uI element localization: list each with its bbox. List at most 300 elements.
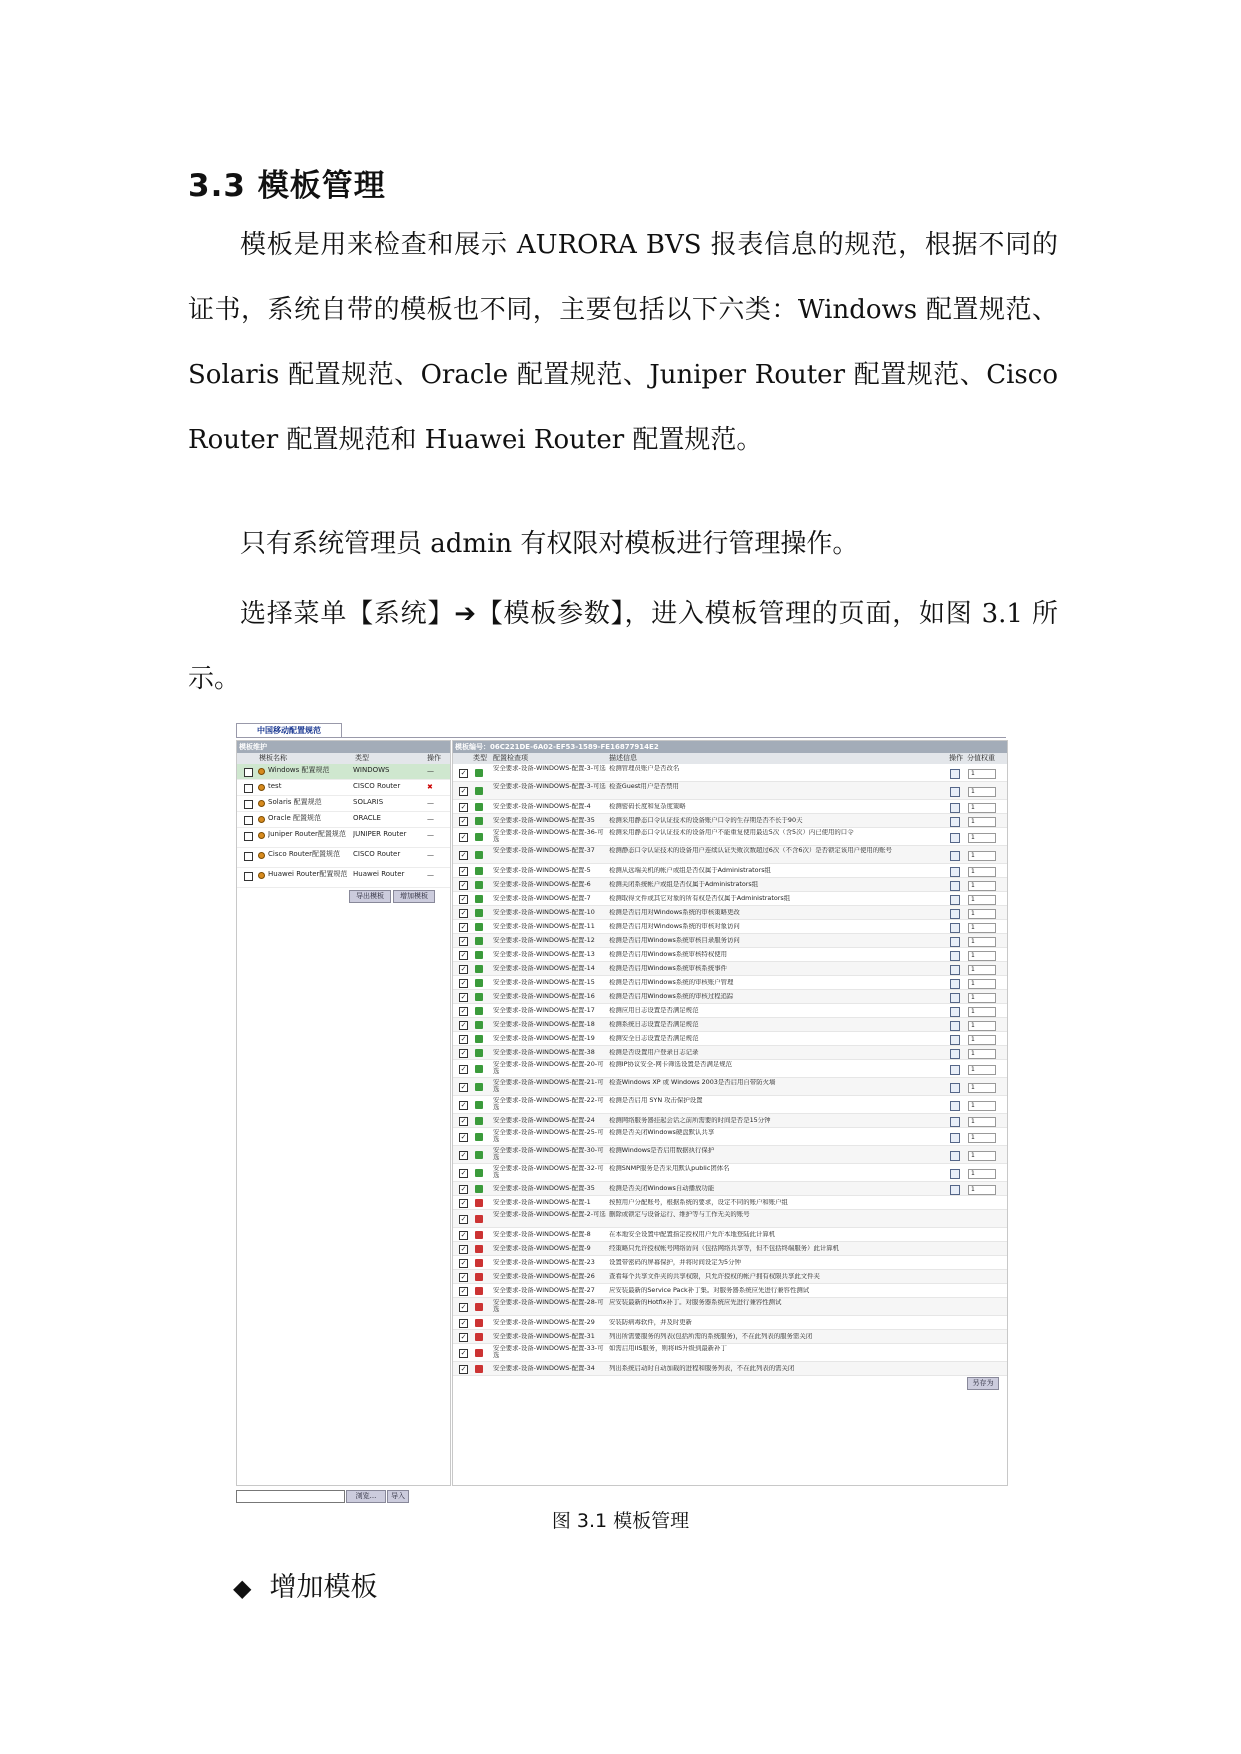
template-name[interactable]: Windows 配置规范	[268, 766, 330, 774]
item-checkbox[interactable]: ✓	[460, 1349, 467, 1357]
check-item-row	[453, 1256, 1007, 1270]
check-item-row	[453, 1146, 1007, 1164]
template-type: CISCO Router	[353, 782, 401, 790]
template-name[interactable]: Huawei Router配置规范	[268, 870, 348, 878]
menu-paragraph: 选择菜单【系统】➔【模板参数】，进入模板管理的页面，如图 3.1 所示。	[188, 599, 1058, 694]
score-input[interactable]: 1	[968, 769, 996, 779]
item-checkbox[interactable]: ✓	[460, 1151, 467, 1159]
check-item-name: 安全要求-设备-WINDOWS-配置-37	[493, 847, 595, 854]
right-column-header	[453, 753, 1007, 764]
item-checkbox[interactable]: ✓	[460, 1199, 467, 1207]
edit-icon[interactable]	[950, 833, 960, 843]
edit-icon[interactable]	[950, 909, 960, 919]
row-checkbox[interactable]	[244, 872, 253, 881]
check-item-row	[453, 934, 1007, 948]
bullet-add-template	[233, 1565, 377, 1604]
score-input[interactable]: 1	[968, 1185, 996, 1195]
edit-icon[interactable]	[950, 817, 960, 827]
template-type: CISCO Router	[353, 850, 401, 858]
check-item-row	[453, 1018, 1007, 1032]
check-item-name: 安全要求-设备-WINDOWS-配置-16	[493, 993, 595, 1000]
row-checkbox[interactable]	[244, 768, 253, 777]
item-checkbox[interactable]: ✓	[460, 951, 467, 959]
template-op: —	[427, 815, 434, 823]
score-input[interactable]: 1	[968, 1035, 996, 1045]
check-item-name: 安全要求-设备-WINDOWS-配置-29	[493, 1319, 595, 1326]
check-item-description: 检测从远端关机的帐户或组是否仅属于Administrators组	[609, 867, 771, 874]
enabled-icon	[475, 1021, 483, 1029]
check-item-description: 检测是否关闭Windows自动播放功能	[609, 1185, 715, 1192]
check-item-row	[453, 1096, 1007, 1114]
edit-icon[interactable]	[950, 1049, 960, 1059]
check-item-row	[453, 1196, 1007, 1210]
template-status-icon	[258, 816, 265, 823]
enabled-icon	[475, 937, 483, 945]
score-input[interactable]: 1	[968, 937, 996, 947]
disabled-icon	[475, 1215, 483, 1223]
check-item-row	[453, 1210, 1007, 1228]
check-item-row	[453, 846, 1007, 864]
check-item-row	[453, 1344, 1007, 1362]
item-checkbox[interactable]: ✓	[460, 787, 467, 795]
check-item-row	[453, 976, 1007, 990]
check-item-name: 安全要求-设备-WINDOWS-配置-7	[493, 895, 591, 902]
check-item-description: 检测是否关闭Windows硬盘默认共享	[609, 1129, 715, 1136]
check-item-name: 安全要求-设备-WINDOWS-配置-19	[493, 1035, 595, 1042]
browse-button[interactable]: 浏览...	[346, 1490, 386, 1503]
template-row[interactable]	[237, 780, 450, 796]
check-item-description: 检测是否启用Windows系统审核特权使用	[609, 951, 727, 958]
template-status-icon	[258, 768, 265, 775]
item-checkbox[interactable]: ✓	[460, 1365, 467, 1373]
score-input[interactable]: 1	[968, 881, 996, 891]
item-checkbox[interactable]: ✓	[460, 1303, 467, 1311]
edit-icon[interactable]	[950, 951, 960, 961]
check-item-description: 检测网络服务器挂起会话之前所需要的时间是否是15分钟	[609, 1117, 771, 1124]
edit-icon[interactable]	[950, 1185, 960, 1195]
check-item-row	[453, 864, 1007, 878]
item-checkbox[interactable]: ✓	[460, 867, 467, 875]
edit-icon[interactable]	[950, 787, 960, 797]
export-template-button[interactable]: 导出模板	[349, 890, 391, 903]
item-checkbox[interactable]: ✓	[460, 769, 467, 777]
col-score-weight: 分值权重	[967, 754, 995, 762]
edit-icon[interactable]	[950, 769, 960, 779]
template-status-icon	[258, 852, 265, 859]
check-item-name: 安全要求-设备-WINDOWS-配置-20-可选	[493, 1061, 604, 1075]
check-item-row	[453, 990, 1007, 1004]
check-item-row	[453, 920, 1007, 934]
edit-icon[interactable]	[950, 1083, 960, 1093]
left-column-header	[237, 753, 450, 764]
item-checkbox[interactable]: ✓	[460, 993, 467, 1001]
check-item-name: 安全要求-设备-WINDOWS-配置-10	[493, 909, 595, 916]
check-item-description: 检测取得文件或其它对象的所有权是否仅属于Administrators组	[609, 895, 791, 902]
score-input[interactable]: 1	[968, 1083, 996, 1093]
save-as-button[interactable]: 另存为	[967, 1377, 999, 1390]
template-items-panel	[452, 740, 1008, 1486]
edit-icon[interactable]	[950, 1101, 960, 1111]
check-item-description: 检测应用日志设置是否满足规范	[609, 1007, 699, 1014]
check-item-row	[453, 1242, 1007, 1256]
item-checkbox[interactable]: ✓	[460, 895, 467, 903]
check-item-description: 检测采用静态口令认证技术的设备账户口令的生存期是否不长于90天	[609, 817, 803, 824]
check-item-name: 安全要求-设备-WINDOWS-配置-25-可选	[493, 1129, 604, 1143]
template-row[interactable]	[237, 828, 450, 848]
template-op: —	[427, 831, 434, 839]
check-item-name: 安全要求-设备-WINDOWS-配置-15	[493, 979, 595, 986]
check-item-description: 检测管理员账户是否改名	[609, 765, 680, 772]
template-op: —	[427, 799, 434, 807]
template-name[interactable]: Cisco Router配置规范	[268, 850, 341, 858]
check-item-row	[453, 1078, 1007, 1096]
template-type: WINDOWS	[353, 766, 390, 774]
item-checkbox[interactable]: ✓	[460, 803, 467, 811]
edit-icon[interactable]	[950, 937, 960, 947]
template-type: ORACLE	[353, 814, 381, 822]
enabled-icon	[475, 1065, 483, 1073]
check-item-row	[453, 1284, 1007, 1298]
check-item-description: 检测是否启用Windows系统审核系统事件	[609, 965, 727, 972]
score-input[interactable]: 1	[968, 1169, 996, 1179]
check-item-description: 如需启用IIS服务，则将IIS升级到最新补丁	[609, 1345, 727, 1352]
check-item-name: 安全要求-设备-WINDOWS-配置-12	[493, 937, 595, 944]
score-input[interactable]: 1	[968, 851, 996, 861]
check-item-description: 列出所需要服务的列表(包括所需的系统服务)，不在此列表的服务需关闭	[609, 1333, 813, 1340]
check-item-description: 检测是否设置用户登录日志记录	[609, 1049, 699, 1056]
check-item-description: 安装防病毒软件，并及时更新	[609, 1319, 693, 1326]
enabled-icon	[475, 1049, 483, 1057]
enabled-icon	[475, 909, 483, 917]
item-checkbox[interactable]: ✓	[460, 1245, 467, 1253]
check-item-name: 安全要求-设备-WINDOWS-配置-21-可选	[493, 1079, 604, 1093]
item-checkbox[interactable]: ✓	[460, 979, 467, 987]
check-item-description: 检测是否启用Windows系统的审核账户管理	[609, 979, 734, 986]
score-input[interactable]: 1	[968, 1101, 996, 1111]
enabled-icon	[475, 1083, 483, 1091]
check-item-row	[453, 782, 1007, 800]
file-path-input[interactable]	[236, 1490, 345, 1503]
check-item-description: 检测是否启用对Windows系统的审核对象访问	[609, 923, 740, 930]
check-item-description: 按照用户分配账号，根据系统的要求，设定不同的账户和账户组	[609, 1199, 788, 1206]
edit-icon[interactable]	[950, 1117, 960, 1127]
admin-paragraph: 只有系统管理员 admin 有权限对模板进行管理操作。	[240, 529, 859, 559]
check-item-row	[453, 1032, 1007, 1046]
check-item-name: 安全要求-设备-WINDOWS-配置-9	[493, 1245, 591, 1252]
check-item-description: 检测SNMP服务是否采用默认public团体名	[609, 1165, 730, 1172]
check-item-name: 安全要求-设备-WINDOWS-配置-1	[493, 1199, 591, 1206]
item-checkbox[interactable]: ✓	[460, 1231, 467, 1239]
enabled-icon	[475, 1101, 483, 1109]
check-item-name: 安全要求-设备-WINDOWS-配置-8	[493, 1231, 591, 1238]
disabled-icon	[475, 1231, 483, 1239]
section-heading: 3.3 模板管理	[188, 168, 386, 204]
item-checkbox[interactable]: ✓	[460, 1065, 467, 1073]
check-item-description: 查看每个共享文件夹的共享权限，只允许授权的帐户拥有权限共享此文件夹	[609, 1273, 820, 1280]
col-op: 操作	[427, 754, 441, 762]
template-type: SOLARIS	[353, 798, 384, 806]
col-type: 类型	[355, 754, 369, 762]
template-list-panel	[236, 740, 451, 1486]
row-checkbox[interactable]	[244, 852, 253, 861]
check-item-row	[453, 1114, 1007, 1128]
item-checkbox[interactable]: ✓	[460, 1169, 467, 1177]
check-item-row	[453, 892, 1007, 906]
enabled-icon	[475, 1035, 483, 1043]
score-input[interactable]: 1	[968, 1007, 996, 1017]
enabled-icon	[475, 979, 483, 987]
score-input[interactable]: 1	[968, 803, 996, 813]
check-item-row	[453, 764, 1007, 782]
enabled-icon	[475, 1185, 483, 1193]
template-type: JUNIPER Router	[353, 830, 407, 838]
check-item-name: 安全要求-设备-WINDOWS-配置-27	[493, 1287, 595, 1294]
enabled-icon	[475, 895, 483, 903]
check-item-name: 安全要求-设备-WINDOWS-配置-17	[493, 1007, 595, 1014]
row-checkbox[interactable]	[244, 800, 253, 809]
item-checkbox[interactable]: ✓	[460, 1117, 467, 1125]
item-checkbox[interactable]: ✓	[460, 881, 467, 889]
check-item-description: 检测密码长度和复杂度策略	[609, 803, 686, 810]
score-input[interactable]: 1	[968, 993, 996, 1003]
edit-icon[interactable]	[950, 923, 960, 933]
check-item-name: 安全要求-设备-WINDOWS-配置-4	[493, 803, 591, 810]
check-item-name: 安全要求-设备-WINDOWS-配置-6	[493, 881, 591, 888]
check-item-row	[453, 1164, 1007, 1182]
check-item-description: 检测系统日志设置是否满足规范	[609, 1021, 699, 1028]
check-item-row	[453, 948, 1007, 962]
check-item-row	[453, 1128, 1007, 1146]
check-item-description: 设置带密码的屏幕保护，并将时间设定为5分钟	[609, 1259, 741, 1266]
disabled-icon	[475, 1273, 483, 1281]
check-item-row	[453, 814, 1007, 828]
item-checkbox[interactable]: ✓	[460, 1185, 467, 1193]
score-input[interactable]: 1	[968, 833, 996, 843]
check-item-row	[453, 1182, 1007, 1196]
check-item-description: 应安装最新的Service Pack补丁集。对服务器系统应先进行兼容性测试	[609, 1287, 810, 1294]
template-type: Huawei Router	[353, 870, 405, 878]
score-input[interactable]: 1	[968, 817, 996, 827]
check-item-row	[453, 1316, 1007, 1330]
row-checkbox[interactable]	[244, 832, 253, 841]
check-item-name: 安全要求-设备-WINDOWS-配置-36-可选	[493, 829, 604, 843]
row-checkbox[interactable]	[244, 816, 253, 825]
check-item-name: 安全要求-设备-WINDOWS-配置-31	[493, 1333, 595, 1340]
check-item-description: 检测是否启用 SYN 攻击保护设置	[609, 1097, 703, 1104]
item-checkbox[interactable]: ✓	[460, 1287, 467, 1295]
col-check-item: 配置检查项	[493, 754, 528, 762]
check-item-name: 安全要求-设备-WINDOWS-配置-3-可选	[493, 783, 606, 790]
check-item-name: 安全要求-设备-WINDOWS-配置-18	[493, 1021, 595, 1028]
check-item-row	[453, 828, 1007, 846]
score-input[interactable]: 1	[968, 1049, 996, 1059]
edit-icon[interactable]	[950, 1035, 960, 1045]
delete-icon[interactable]: ✖	[427, 783, 433, 791]
template-name[interactable]: Solaris 配置规范	[268, 798, 322, 806]
check-item-description: 检查Windows XP 或 Windows 2003是否启用自带防火墙	[609, 1079, 776, 1086]
item-checkbox[interactable]: ✓	[460, 1101, 467, 1109]
template-row[interactable]	[237, 848, 450, 868]
template-op: —	[427, 851, 434, 859]
enabled-icon	[475, 1151, 483, 1159]
edit-icon[interactable]	[950, 1169, 960, 1179]
edit-icon[interactable]	[950, 867, 960, 877]
check-item-description: 检测采用静态口令认证技术的设备用户不能重复使用最近5次（含5次）内已使用的口令	[609, 829, 854, 836]
template-name[interactable]: Juniper Router配置规范	[268, 830, 346, 838]
score-input[interactable]: 1	[968, 1151, 996, 1161]
col-item-type: 类型	[473, 754, 487, 762]
enabled-icon	[475, 851, 483, 859]
disabled-icon	[475, 1303, 483, 1311]
template-name[interactable]: Oracle 配置规范	[268, 814, 322, 822]
check-item-row	[453, 1004, 1007, 1018]
score-input[interactable]: 1	[968, 1021, 996, 1031]
enabled-icon	[475, 1117, 483, 1125]
enabled-icon	[475, 833, 483, 841]
disabled-icon	[475, 1333, 483, 1341]
edit-icon[interactable]	[950, 881, 960, 891]
check-item-row	[453, 1046, 1007, 1060]
edit-icon[interactable]	[950, 1021, 960, 1031]
figure-caption: 图 3.1 模板管理	[551, 1510, 690, 1532]
item-checkbox[interactable]: ✓	[460, 1319, 467, 1327]
item-checkbox[interactable]: ✓	[460, 833, 467, 841]
check-item-description: 列出系统启动时自动加载的进程和服务列表，不在此列表的需关闭	[609, 1365, 795, 1372]
check-item-row	[453, 962, 1007, 976]
score-input[interactable]: 1	[968, 965, 996, 975]
edit-icon[interactable]	[950, 979, 960, 989]
edit-icon[interactable]	[950, 803, 960, 813]
check-item-row	[453, 1270, 1007, 1284]
enabled-icon	[475, 951, 483, 959]
template-op: —	[427, 871, 434, 879]
disabled-icon	[475, 1245, 483, 1253]
check-item-row	[453, 800, 1007, 814]
template-status-icon	[258, 784, 265, 791]
score-input[interactable]: 1	[968, 909, 996, 919]
check-item-name: 安全要求-设备-WINDOWS-配置-33-可选	[493, 1345, 604, 1359]
item-checkbox[interactable]: ✓	[460, 1333, 467, 1341]
diamond-bullet-icon: ◆	[233, 1574, 252, 1602]
import-button[interactable]: 导入	[387, 1490, 409, 1503]
score-input[interactable]: 1	[968, 923, 996, 933]
check-item-row	[453, 1330, 1007, 1344]
tab-cmcc-spec[interactable]: 中国移动配置规范	[236, 723, 342, 738]
item-checkbox[interactable]: ✓	[460, 1021, 467, 1029]
check-item-name: 安全要求-设备-WINDOWS-配置-11	[493, 923, 595, 930]
disabled-icon	[475, 1319, 483, 1327]
template-name[interactable]: test	[268, 782, 282, 790]
check-item-name: 安全要求-设备-WINDOWS-配置-5	[493, 867, 591, 874]
template-status-icon	[258, 800, 265, 807]
item-checkbox[interactable]: ✓	[460, 1083, 467, 1091]
edit-icon[interactable]	[950, 1151, 960, 1161]
disabled-icon	[475, 1287, 483, 1295]
enabled-icon	[475, 1007, 483, 1015]
item-checkbox[interactable]: ✓	[460, 1035, 467, 1043]
check-item-row	[453, 1060, 1007, 1078]
intro-paragraph: 模板是用来检查和展示 AURORA BVS 报表信息的规范，根据不同的证书，系统自带的模板也不同，主要包括以下六类：Windows 配置规范、Solaris 配置规范、Oracle 配置规范、Juniper Router 配置规范、Cisco Router 配置规范和 Huawei Router 配置规范。	[188, 230, 1058, 455]
left-panel-header: 模板维护	[237, 741, 450, 753]
disabled-icon	[475, 1199, 483, 1207]
score-input[interactable]: 1	[968, 867, 996, 877]
edit-icon[interactable]	[950, 993, 960, 1003]
item-checkbox[interactable]: ✓	[460, 937, 467, 945]
enabled-icon	[475, 1133, 483, 1141]
template-row[interactable]	[237, 764, 450, 780]
check-item-name: 安全要求-设备-WINDOWS-配置-38	[493, 1049, 595, 1056]
check-item-description: 检查Guest用户是否禁用	[609, 783, 679, 790]
item-checkbox[interactable]: ✓	[460, 1049, 467, 1057]
check-item-name: 安全要求-设备-WINDOWS-配置-3-可选	[493, 765, 606, 772]
check-item-name: 安全要求-设备-WINDOWS-配置-26	[493, 1273, 595, 1280]
item-checkbox[interactable]: ✓	[460, 851, 467, 859]
score-input[interactable]: 1	[968, 951, 996, 961]
template-row[interactable]	[237, 812, 450, 828]
template-id-header: 模板编号：06C221DE-6A02-EF53-1589-FE16877914E2	[453, 741, 1007, 753]
template-op: —	[427, 767, 434, 775]
check-item-description: 检测是否启用Windows系统的审核过程追踪	[609, 993, 734, 1000]
edit-icon[interactable]	[950, 851, 960, 861]
edit-icon[interactable]	[950, 965, 960, 975]
item-checkbox[interactable]: ✓	[460, 965, 467, 973]
check-item-description: 检测IP协议安全-网卡筛选设置是否满足规范	[609, 1061, 733, 1068]
item-checkbox[interactable]: ✓	[460, 1259, 467, 1267]
add-template-button[interactable]: 增加模板	[393, 890, 435, 903]
enabled-icon	[475, 1169, 483, 1177]
check-item-description: 检测安全日志设置是否满足规范	[609, 1035, 699, 1042]
enabled-icon	[475, 965, 483, 973]
item-checkbox[interactable]: ✓	[460, 923, 467, 931]
edit-icon[interactable]	[950, 1133, 960, 1143]
item-checkbox[interactable]: ✓	[460, 909, 467, 917]
edit-icon[interactable]	[950, 895, 960, 905]
score-input[interactable]: 1	[968, 895, 996, 905]
score-input[interactable]: 1	[968, 1065, 996, 1075]
score-input[interactable]: 1	[968, 1117, 996, 1127]
check-item-row	[453, 1228, 1007, 1242]
row-checkbox[interactable]	[244, 784, 253, 793]
enabled-icon	[475, 769, 483, 777]
disabled-icon	[475, 1365, 483, 1373]
item-checkbox[interactable]: ✓	[460, 1007, 467, 1015]
check-item-description: 检测静态口令认证技术的设备用户连续认证失败次数超过6次（不含6次）是否锁定该用户使用的账号	[609, 847, 892, 854]
item-checkbox[interactable]: ✓	[460, 1273, 467, 1281]
score-input[interactable]: 1	[968, 1133, 996, 1143]
score-input[interactable]: 1	[968, 979, 996, 989]
check-item-description: 删除或锁定与设备运行、维护等与工作无关的账号	[609, 1211, 750, 1218]
col-operation: 操作	[949, 754, 963, 762]
template-status-icon	[258, 832, 265, 839]
item-checkbox[interactable]: ✓	[460, 1133, 467, 1141]
col-template-name: 模板名称	[259, 754, 287, 762]
check-item-row	[453, 1362, 1007, 1376]
enabled-icon	[475, 867, 483, 875]
check-item-name: 安全要求-设备-WINDOWS-配置-24	[493, 1117, 595, 1124]
item-checkbox[interactable]: ✓	[460, 1215, 467, 1223]
check-item-name: 安全要求-设备-WINDOWS-配置-14	[493, 965, 595, 972]
disabled-icon	[475, 1259, 483, 1267]
edit-icon[interactable]	[950, 1007, 960, 1017]
edit-icon[interactable]	[950, 1065, 960, 1075]
check-item-name: 安全要求-设备-WINDOWS-配置-13	[493, 951, 595, 958]
item-checkbox[interactable]: ✓	[460, 817, 467, 825]
template-row[interactable]	[237, 868, 450, 888]
template-row[interactable]	[237, 796, 450, 812]
check-item-description: 应安装最新的Hotfix补丁。对服务器系统应先进行兼容性测试	[609, 1299, 782, 1306]
check-item-name: 安全要求-设备-WINDOWS-配置-23	[493, 1259, 595, 1266]
score-input[interactable]: 1	[968, 787, 996, 797]
